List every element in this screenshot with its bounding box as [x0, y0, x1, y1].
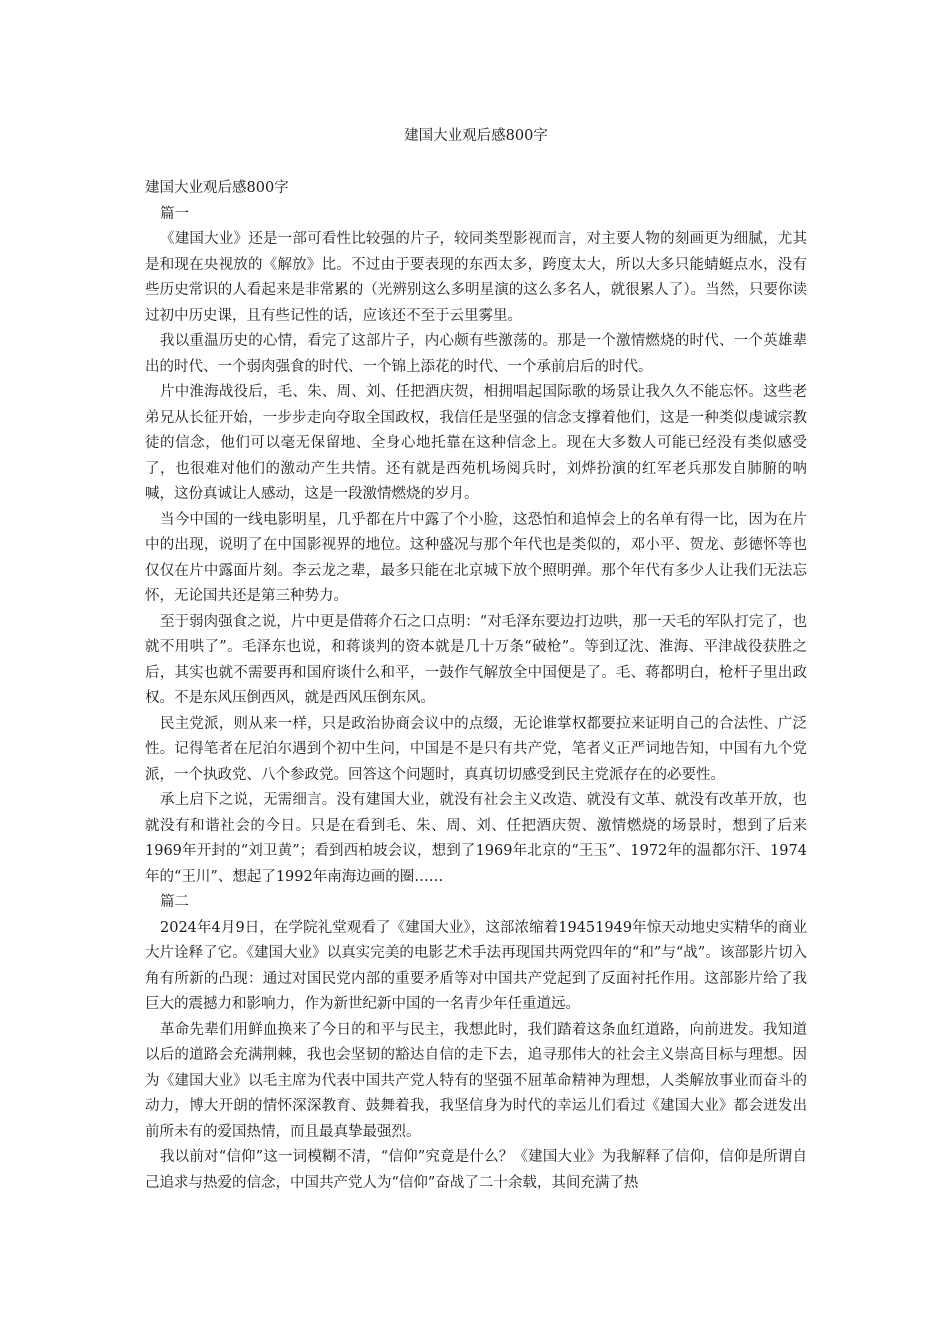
paragraph: 片中淮海战役后，毛、朱、周、刘、任把酒庆贺，相拥唱起国际歌的场景让我久久不能忘怀。这些老弟兄从长征开始，一步步走向夺取全国政权，我信任是坚强的信念支撑着他们，这是一种类似虔诚宗教徒的信念，他们可以毫无保留地、全身心地托靠在这种信念上。现在大多数人可能已经没有类似感受了，也很难对他们的激动产生共情。还有就是西苑机场阅兵时，刘烨扮演的红军老兵那发自肺腑的呐喊，这份真诚让人感动，这是一段激情燃烧的岁月。 — [145, 384, 807, 502]
paragraph: 革命先辈们用鲜血换来了今日的和平与民主，我想此时，我们踏着这条血红道路，向前进发。我知道以后的道路会充满荆棘，我也会坚韧的豁达自信的走下去，追寻那伟大的社会主义崇高目标与理想。因为《建国大业》以毛主席为代表中国共产党人特有的坚强不屈革命精神为理想，人类解放事业而奋斗的动力，博大开朗的情怀深深教育、鼓舞着我，我坚信身为时代的幸运儿们看过《建国大业》都会迸发出前所未有的爱国热情，而且最真挚最强烈。 — [145, 1021, 807, 1140]
paragraph: 承上启下之说，无需细言。没有建国大业，就没有社会主义改造、就没有文革、就没有改革开放，也就没有和谐社会的今日。只是在看到毛、朱、周、刘、任把酒庆贺、激情燃烧的场景时，想到了后来1969年开封的“刘卫黄”；看到西柏坡会议，想到了1969年北京的“王玉”、1972年的温都尔汗、1974年的“王川”、想起了1992年南海边画的圈…… — [145, 792, 807, 885]
section-heading-one: 篇一 — [160, 205, 189, 222]
document-subtitle: 建国大业观后感800字 — [145, 180, 289, 196]
paragraph: 民主党派，则从来一样，只是政治协商会议中的点缀，无论谁掌权都要拉来证明自己的合法性、广泛性。记得笔者在尼泊尔遇到个初中生问，中国是不是只有共产党，笔者义正严词地告知，中国有九个党派，一个执政党、八个参政党。回答这个问题时，真真切切感受到民主党派存在的必要性。 — [145, 715, 807, 783]
paragraph: 当今中国的一线电影明星，几乎都在片中露了个小脸，这恐怕和追悼会上的名单有得一比，因为在片中的出现，说明了在中国影视界的地位。这种盛况与那个年代也是类似的，邓小平、贺龙、彭德怀等也仅仅在片中露面片刻。李云龙之辈，最多只能在北京城下放个照明弹。那个年代有多少人让我们无法忘怀，无论国共还是第三种势力。 — [145, 511, 807, 604]
paragraph: 至于弱肉强食之说，片中更是借蒋介石之口点明：“对毛泽东要边打边哄，那一天毛的军队打完了，也就不用哄了”。毛泽东也说，和蒋谈判的资本就是几十万条“破枪”。等到辽沈、淮海、平津战役获胜之后，其实也就不需要再和国府谈什么和平，一鼓作气解放全中国便是了。毛、蒋都明白，枪杆子里出政权。不是东风压倒西风，就是西风压倒东风。 — [145, 613, 807, 706]
document-body — [145, 176, 807, 1196]
document-title: 建国大业观后感800字 — [404, 128, 548, 144]
paragraph: 《建国大业》还是一部可看性比较强的片子，较同类型影视而言，对主要人物的刻画更为细腻，尤其是和现在央视放的《解放》比。不过由于要表现的东西太多，跨度太大，所以大多只能蜻蜓点水，没有些历史常识的人看起来是非常累的（光辨别这么多明星演的这么多名人，就很累人了）。当然，只要你读过初中历史课，且有些记性的话，应该还不至于云里雾里。 — [145, 231, 807, 324]
section-heading-two: 篇二 — [160, 894, 189, 910]
paragraph: 2024年4月9日，在学院礼堂观看了《建国大业》，这部浓缩着19451949年惊天动地史实精华的商业大片诠释了它。《建国大业》以真实完美的电影艺术手法再现国共两党四年的“和”与“战”。该部影片切入角有所新的凸现：通过对国民党内部的重要矛盾等对中国共产党起到了反面衬托作用。这部影片给了我巨大的震撼力和影响力，作为新世纪新中国的一名青少年任重道远。 — [145, 919, 807, 1012]
paragraph: 我以前对“信仰”这一词模糊不清，“信仰”究竟是什么？《建国大业》为我解释了信仰，信仰是所谓自己追求与热爱的信念，中国共产党人为“信仰”奋战了二十余载，其间充满了热 — [145, 1149, 807, 1191]
paragraph: 我以重温历史的心情，看完了这部片子，内心颇有些激荡的。那是一个激情燃烧的时代、一个英雄辈出的时代、一个弱肉强食的时代、一个锦上添花的时代、一个承前启后的时代。 — [145, 333, 807, 375]
